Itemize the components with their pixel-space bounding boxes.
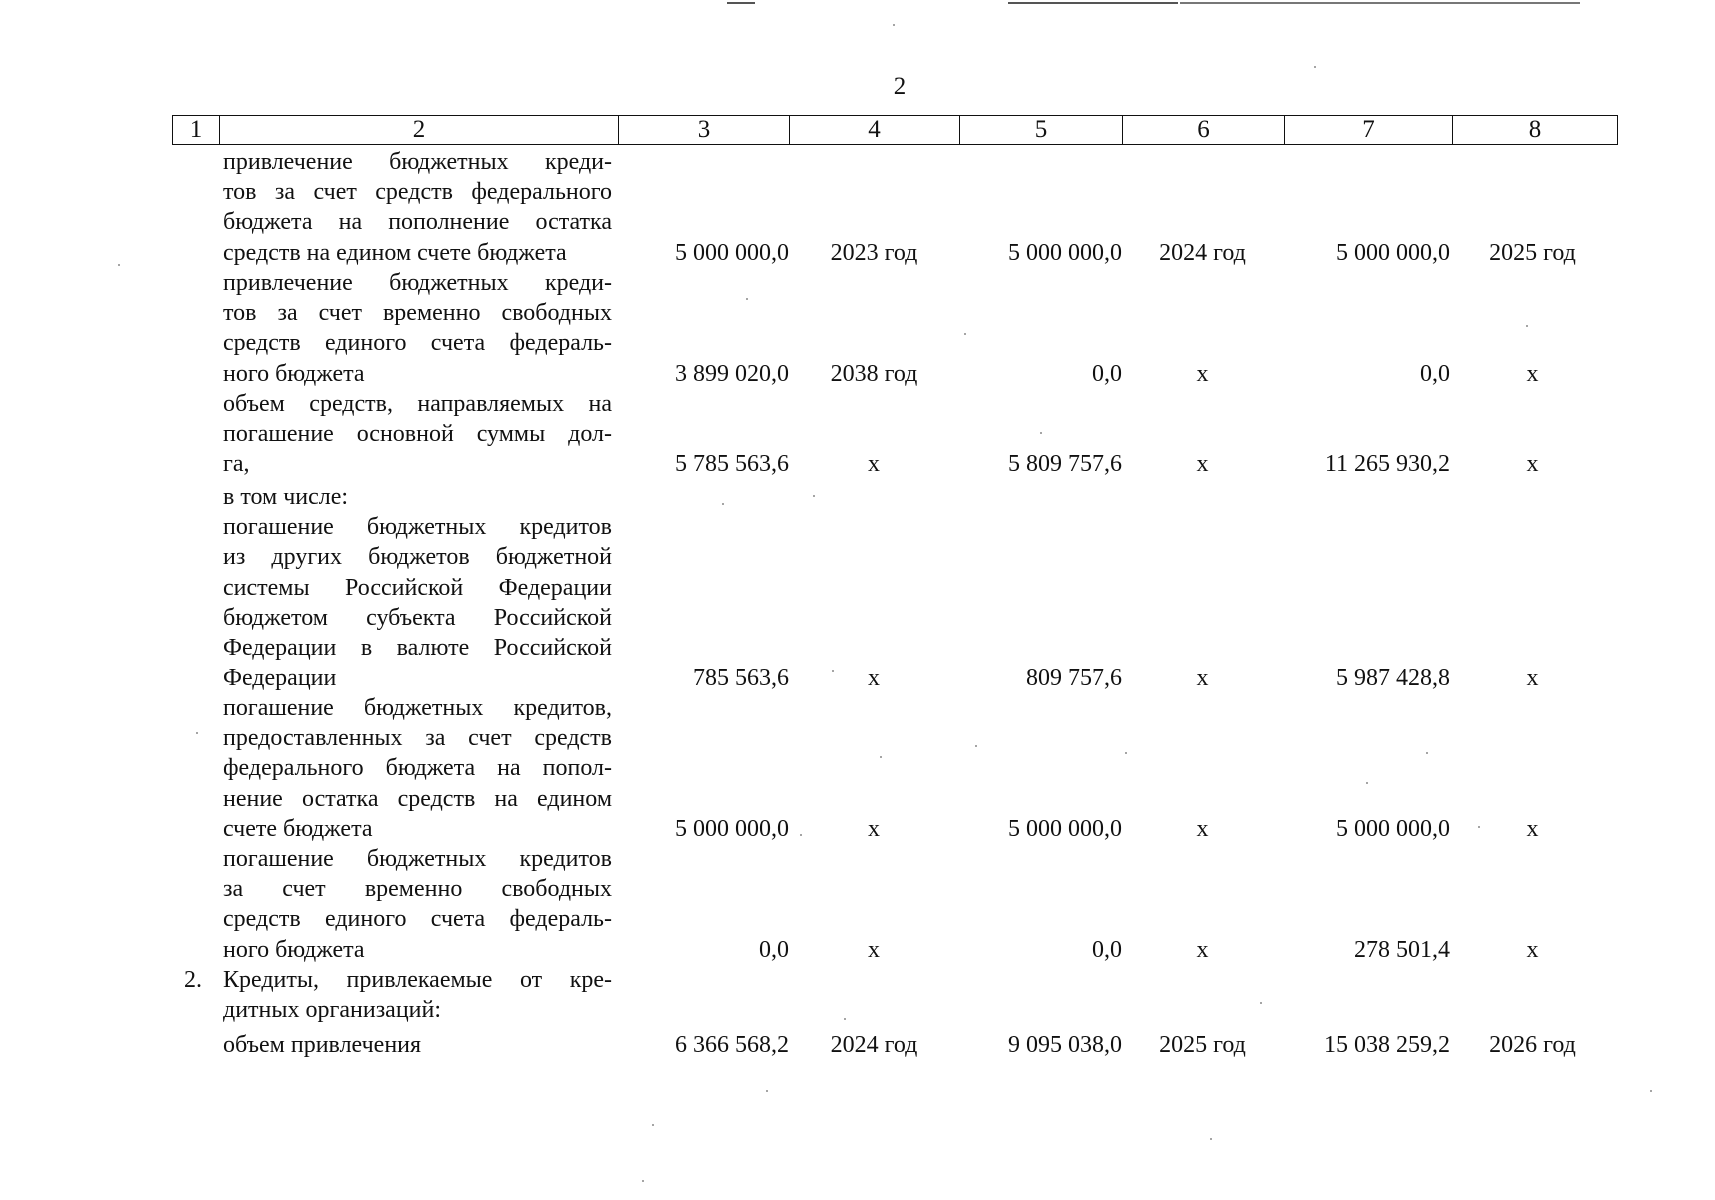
row-description [223,844,612,965]
description-line: в том числе: [223,484,349,510]
description-line: погашение основной суммы дол- [223,421,612,448]
description-line: из других бюджетов бюджетной [223,544,612,571]
description-line: погашение бюджетных кредитов [223,846,612,872]
amount-col7: 5 987 428,8 [1336,665,1450,692]
amount-col5: 809 757,6 [1026,665,1122,692]
scan-speck [832,670,834,672]
description-line: погашение бюджетных кредитов [223,514,612,541]
scan-speck [975,745,977,747]
value-col4: х [868,451,880,478]
header-cell-8: 8 [1453,116,1618,145]
header-cell-1: 1 [173,116,220,145]
scan-speck [1260,1002,1262,1004]
year-col6: 2025 год [1159,1032,1246,1058]
amount-col5: 5 000 000,0 [1008,239,1122,266]
scan-artifact-line [1180,2,1580,4]
scan-speck [1650,1090,1652,1092]
description-line: системы Российской Федерации [223,574,612,601]
row-description [223,268,612,389]
year-col4: 2024 год [830,1032,918,1058]
year-col4: 2023 год [830,239,918,266]
value-col4: х [868,815,880,842]
scan-artifact-line [727,2,755,4]
amount-col5: 0,0 [1092,936,1122,963]
amount-col3: 3 899 020,0 [675,360,789,387]
scan-speck [800,834,802,836]
scan-speck [722,503,724,505]
description-line: объем средств, направляемых на [223,391,612,417]
year-col8: 2025 год [1489,239,1576,266]
scan-speck [844,1018,846,1020]
scan-speck [118,264,120,266]
amount-col5: 5 809 757,6 [1008,451,1122,478]
description-line: погашение бюджетных кредитов, [223,695,612,721]
description-line: Кредиты, привлекаемые от кре- [223,967,612,993]
amount-col7: 278 501,4 [1354,936,1450,963]
header-cell-6: 6 [1123,116,1285,145]
scan-speck [1210,1138,1212,1140]
column-number-header [172,115,1618,145]
description-line: га, [223,451,250,478]
scan-speck [1040,432,1042,434]
page-number: 2 [893,73,907,100]
value-col8: х [1526,360,1539,387]
header-cell-2: 2 [220,116,619,145]
scan-speck [1526,325,1528,327]
amount-col5: 9 095 038,0 [1008,1032,1122,1058]
description-line: объем привлечения [223,1032,422,1058]
header-cell-5: 5 [960,116,1123,145]
value-col4: х [868,665,880,692]
description-line: бюджетом субъекта Российской [223,604,612,631]
value-col6: х [1196,451,1209,478]
row-description [223,389,612,480]
row-description [223,147,612,268]
amount-col5: 0,0 [1092,360,1122,387]
header-cell-4: 4 [790,116,960,145]
row-description [223,482,612,693]
header-row [173,116,1618,145]
header-cell-7: 7 [1285,116,1453,145]
description-line: дитных организаций: [223,997,442,1024]
description-line: средств единого счета федераль- [223,906,612,933]
year-col4: 2038 год [830,360,918,387]
row-description [223,693,612,844]
description-line: нение остатка средств на едином [223,785,612,812]
scan-speck [1366,782,1368,784]
description-line: ного бюджета [223,360,365,387]
description-line: федерального бюджета на попол- [223,755,612,782]
description-line: тов за счет средств федерального [223,179,612,206]
value-col8: х [1526,451,1539,478]
amount-col3: 0,0 [759,936,789,963]
year-col6: 2024 год [1159,239,1246,266]
value-col8: х [1526,936,1539,963]
description-line: тов за счет временно свободных [223,300,612,327]
header-cell-3: 3 [619,116,790,145]
description-line: привлечение бюджетных креди- [223,149,612,175]
description-line: Федерации в валюте Российской [223,635,612,662]
description-line: бюджета на пополнение остатка [223,209,612,236]
description-line: средств на едином счете бюджета [223,239,567,266]
amount-col3: 6 366 568,2 [675,1032,789,1058]
amount-col7: 5 000 000,0 [1336,239,1450,266]
scan-speck [1478,826,1480,828]
scan-speck [893,24,895,26]
amount-col7: 0,0 [1420,360,1450,387]
row-description [223,1030,612,1060]
value-col8: х [1526,665,1539,692]
amount-col3: 5 785 563,6 [675,451,789,478]
scan-speck [652,1124,654,1126]
scan-speck [813,495,815,497]
scan-speck [1314,66,1316,68]
scan-speck [642,1180,644,1182]
scan-speck [196,732,198,734]
section-title [223,965,612,1025]
value-col6: х [1196,936,1209,963]
description-line: счете бюджета [223,815,373,842]
scan-speck [766,1090,768,1092]
scan-artifact-line [1008,2,1178,4]
value-col8: х [1526,815,1539,842]
value-col6: х [1196,360,1209,387]
amount-col3: 5 000 000,0 [675,239,789,266]
amount-col3: 785 563,6 [693,665,789,692]
amount-col7: 15 038 259,2 [1324,1032,1450,1058]
section-number: 2. [184,967,202,993]
scan-speck [1125,752,1127,754]
description-line: привлечение бюджетных креди- [223,270,612,296]
amount-col5: 5 000 000,0 [1008,815,1122,842]
scan-speck [880,756,882,758]
amount-col7: 5 000 000,0 [1336,815,1450,842]
description-line: ного бюджета [223,936,365,963]
amount-col3: 5 000 000,0 [675,815,789,842]
description-line: за счет временно свободных [223,876,612,903]
scan-speck [746,298,748,300]
value-col4: х [868,936,880,963]
value-col6: х [1196,815,1209,842]
year-col8: 2026 год [1489,1032,1576,1058]
description-line: средств единого счета федераль- [223,330,612,357]
amount-col7: 11 265 930,2 [1324,451,1450,478]
description-line: предоставленных за счет средств [223,725,612,752]
scan-speck [1426,752,1428,754]
description-line: Федерации [223,665,337,692]
value-col6: х [1196,665,1209,692]
scan-speck [964,333,966,335]
